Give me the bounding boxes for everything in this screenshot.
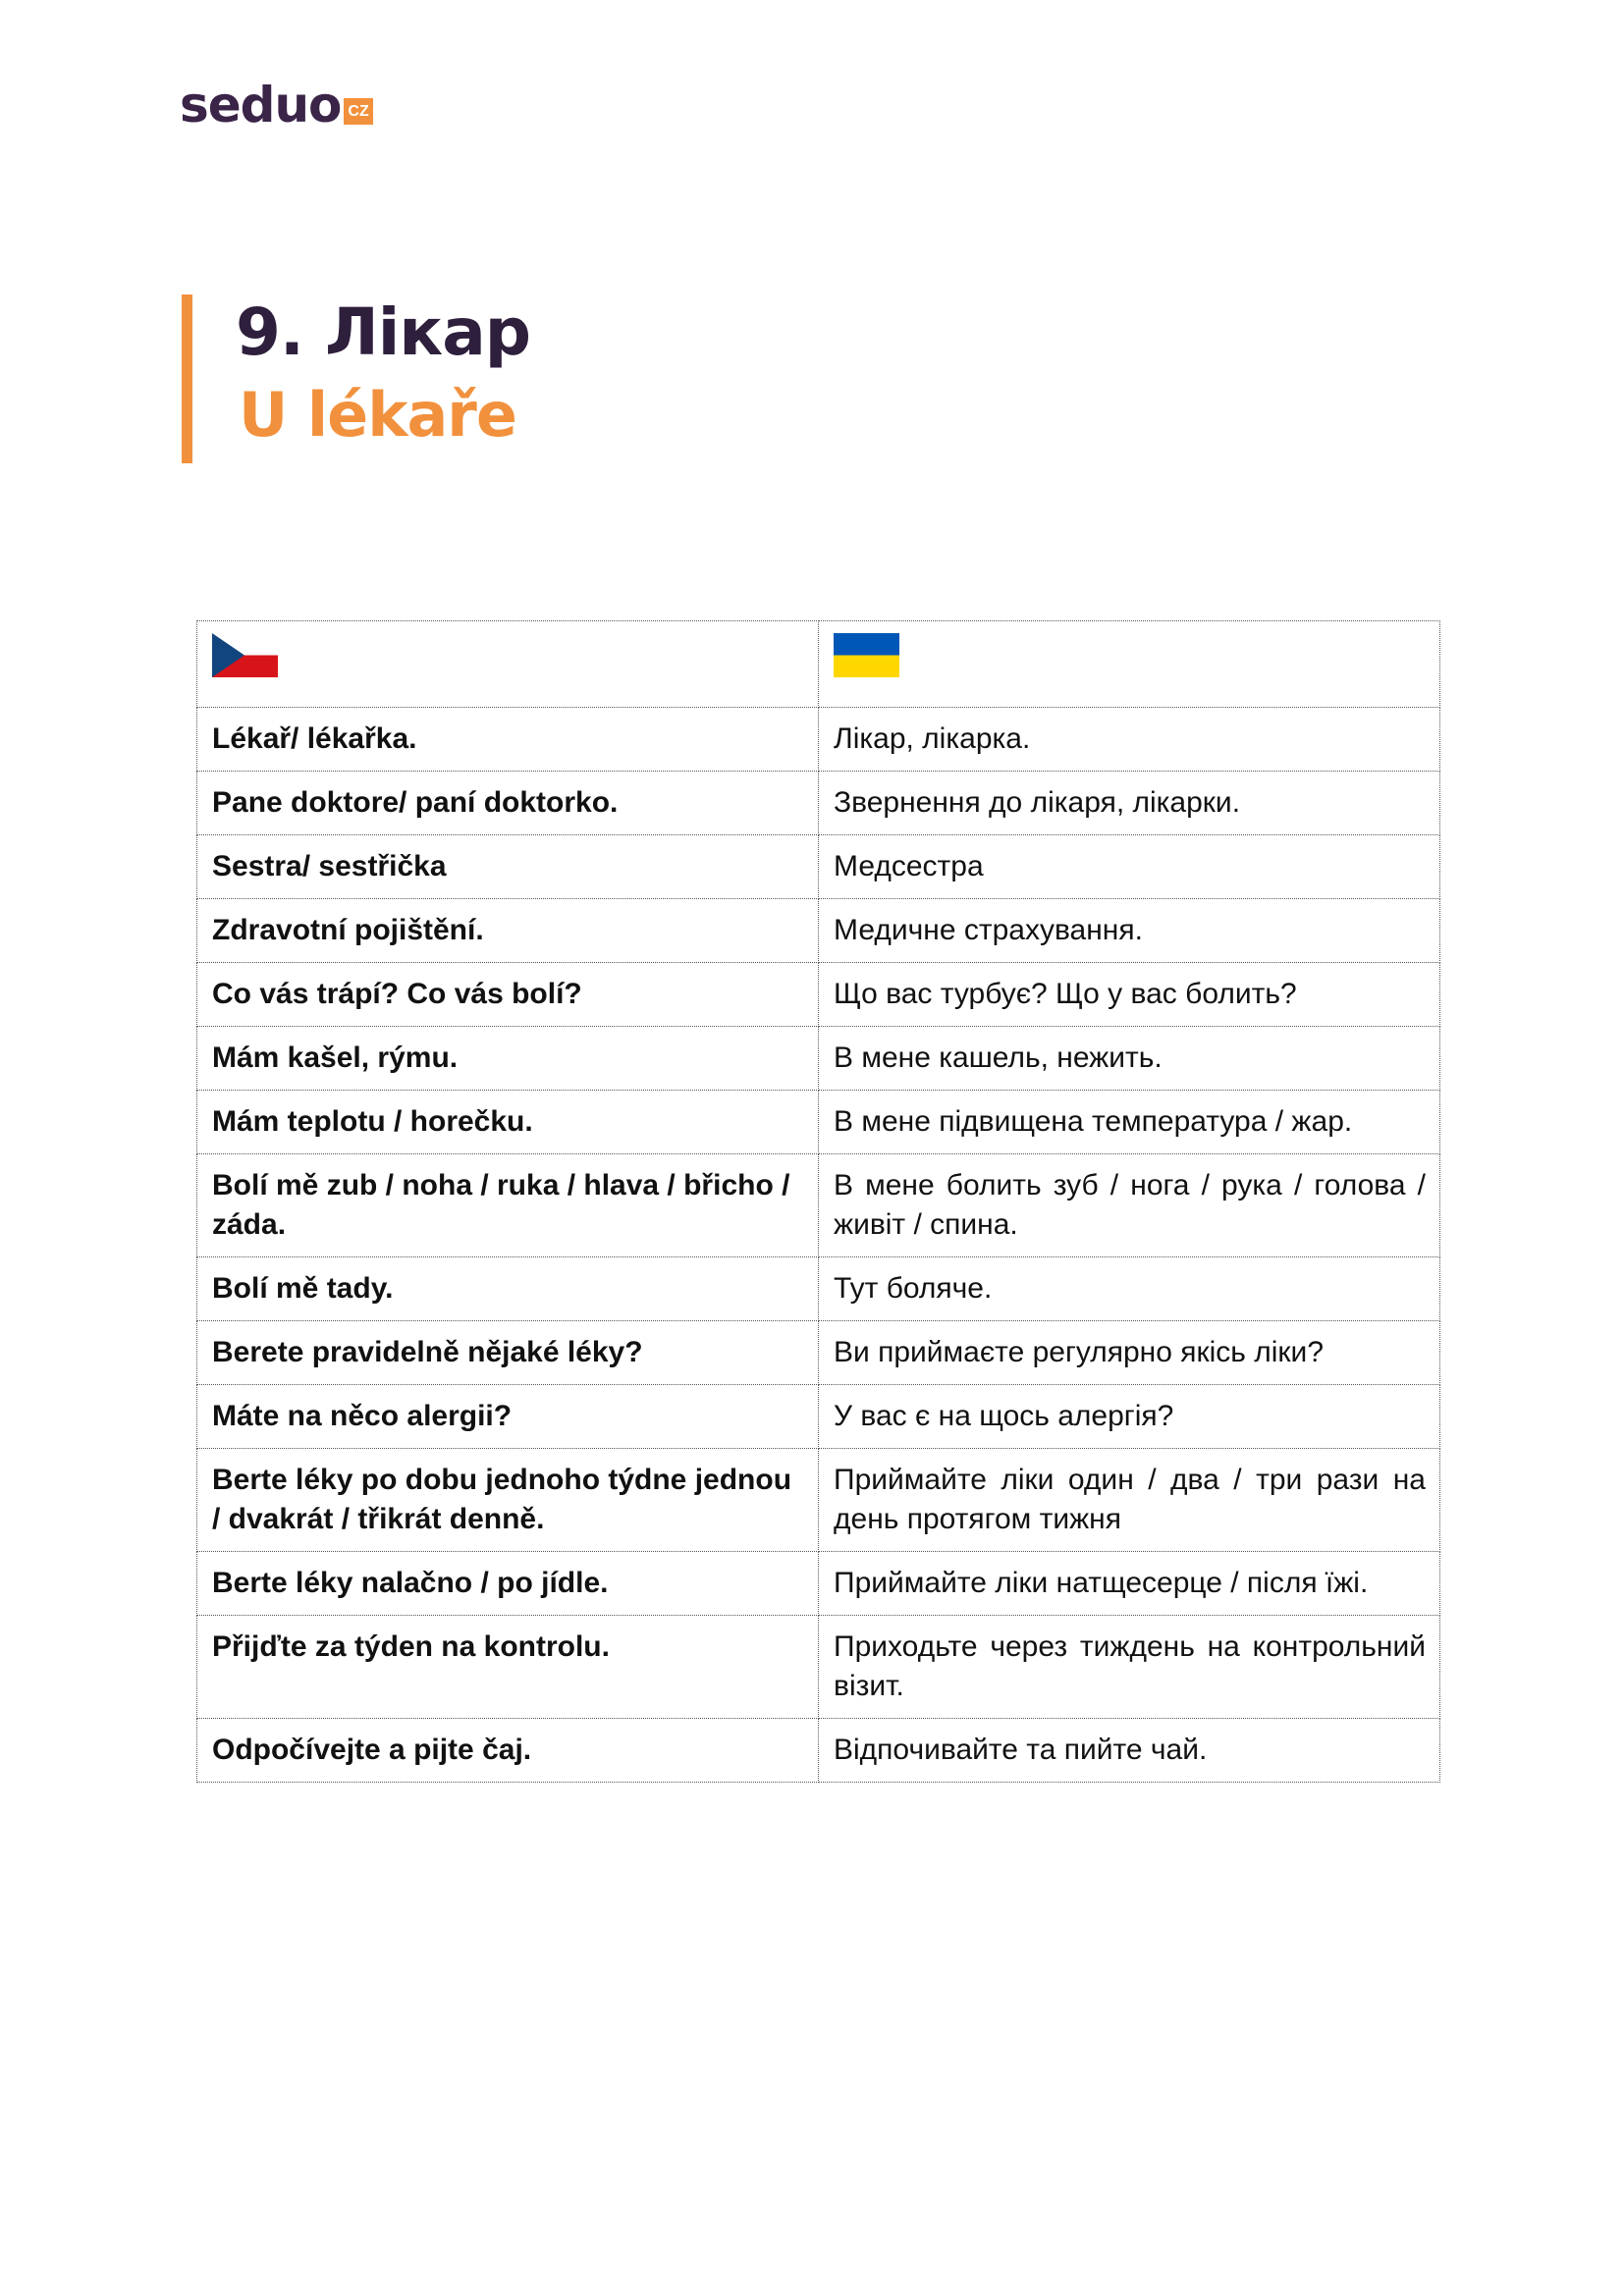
- czech-phrase: Co vás trápí? Co vás bolí?: [197, 963, 819, 1027]
- czech-phrase: Berte léky po dobu jednoho týdne jednou / dvakrát / třikrát denně.: [197, 1449, 819, 1552]
- logo-badge: CZ: [344, 98, 372, 125]
- czech-phrase: Berete pravidelně nějaké léky?: [197, 1321, 819, 1385]
- page-subtitle: U lékaře: [239, 379, 516, 451]
- ukrainian-phrase: Відпочивайте та пийте чай.: [819, 1719, 1440, 1783]
- table-row: [197, 1154, 1440, 1257]
- ukrainian-phrase: У вас є на щось алергія?: [819, 1385, 1440, 1449]
- table-row: [197, 1321, 1440, 1385]
- table-row: [197, 772, 1440, 835]
- page-title: 9. Лікар: [236, 294, 530, 370]
- table-row: [197, 1552, 1440, 1616]
- table-row: [197, 963, 1440, 1027]
- czech-phrase: Bolí mě tady.: [197, 1257, 819, 1321]
- czech-phrase: Bolí mě zub / noha / ruka / hlava / břicho / záda.: [197, 1154, 819, 1257]
- table-row: [197, 1449, 1440, 1552]
- czech-phrase: Sestra/ sestřička: [197, 835, 819, 899]
- table-row: [197, 1719, 1440, 1783]
- ukrainian-phrase: Звернення до лікаря, лікарки.: [819, 772, 1440, 835]
- table-row: [197, 1257, 1440, 1321]
- ukrainian-phrase: Тут боляче.: [819, 1257, 1440, 1321]
- table-row: [197, 835, 1440, 899]
- table-row: [197, 1385, 1440, 1449]
- ukrainian-phrase: В мене болить зуб / нога / рука / голова / живіт / спина.: [819, 1154, 1440, 1257]
- czech-phrase: Mám teplotu / horečku.: [197, 1091, 819, 1154]
- czech-flag-icon: [212, 633, 278, 677]
- table-row: [197, 1091, 1440, 1154]
- ukrainian-phrase: Що вас турбує? Що у вас болить?: [819, 963, 1440, 1027]
- ukraine-flag-cell: [819, 621, 1440, 708]
- logo-text: seduo: [180, 77, 342, 133]
- table-row: [197, 899, 1440, 963]
- czech-phrase: Lékař/ lékařka.: [197, 708, 819, 772]
- ukrainian-phrase: В мене кашель, нежить.: [819, 1027, 1440, 1091]
- ukrainian-phrase: Ви приймаєте регулярно якісь ліки?: [819, 1321, 1440, 1385]
- czech-phrase: Berte léky nalačno / po jídle.: [197, 1552, 819, 1616]
- czech-phrase: Mám kašel, rýmu.: [197, 1027, 819, 1091]
- ukrainian-phrase: Лікар, лікарка.: [819, 708, 1440, 772]
- ukrainian-phrase: Приходьте через тиждень на контрольний візит.: [819, 1616, 1440, 1719]
- ukrainian-phrase: В мене підвищена температура / жар.: [819, 1091, 1440, 1154]
- flag-row: [197, 621, 1440, 708]
- czech-phrase: Přijďte za týden na kontrolu.: [197, 1616, 819, 1719]
- table-row: [197, 1616, 1440, 1719]
- seduo-logo: [180, 77, 373, 133]
- czech-phrase: Odpočívejte a pijte čaj.: [197, 1719, 819, 1783]
- czech-phrase: Zdravotní pojištění.: [197, 899, 819, 963]
- czech-phrase: Máte na něco alergii?: [197, 1385, 819, 1449]
- ukrainian-phrase: Медсестра: [819, 835, 1440, 899]
- table-row: [197, 708, 1440, 772]
- table-row: [197, 1027, 1440, 1091]
- phrase-table: [196, 620, 1440, 1783]
- ukrainian-phrase: Приймайте ліки один / два / три рази на день протягом тижня: [819, 1449, 1440, 1552]
- ukrainian-phrase: Приймайте ліки натщесерце / після їжі.: [819, 1552, 1440, 1616]
- ukraine-flag-icon: [834, 633, 899, 677]
- czech-flag-cell: [197, 621, 819, 708]
- title-accent-bar: [182, 294, 192, 463]
- czech-phrase: Pane doktore/ paní doktorko.: [197, 772, 819, 835]
- ukrainian-phrase: Медичне страхування.: [819, 899, 1440, 963]
